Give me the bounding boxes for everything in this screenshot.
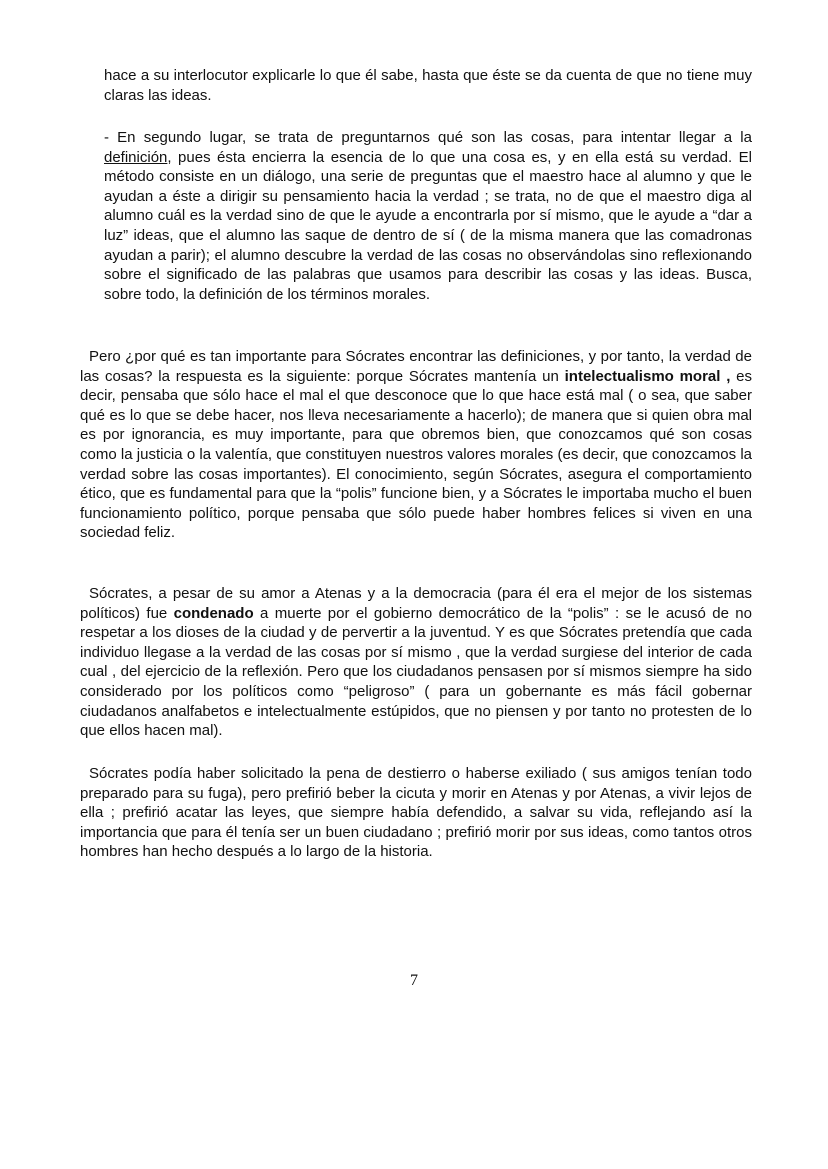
underlined-term-definicion: definición	[104, 148, 168, 166]
paragraph-definicion	[104, 128, 752, 304]
paragraph-text: Sócrates podía haber solicitado la pena de destierro o haberse exiliado ( sus amigos tenían todo preparado para su fuga), pero prefirió beber la cicuta y morir en Atenas y por Atenas, a vivir lejos de ella ; prefirió acatar las leyes, que siempre había defendido, a salvar su vida, reflejando así la importancia que para él tenía ser un buen ciudadano ; prefirió morir por sus ideas, como tantos otros hombres han hecho después a lo largo de la historia.	[80, 765, 752, 861]
paragraph-text-start: Pero ¿por qué es tan importante para Sócrates encontrar las definiciones, y por tanto, la verdad de las cosas? la respuesta es la siguiente: porque Sócrates mantenía un	[80, 348, 752, 385]
paragraph-interlocutor	[104, 66, 752, 105]
paragraph-text: hace a su interlocutor explicarle lo que él sabe, hasta que éste se da cuenta de que no tiene muy claras las ideas.	[104, 67, 752, 104]
paragraph-cicuta	[80, 764, 752, 862]
paragraph-condena	[80, 584, 752, 741]
paragraph-text-start: - En segundo lugar, se trata de preguntarnos qué son las cosas, para intentar llegar a la	[104, 129, 752, 146]
paragraph-intelectualismo	[80, 347, 752, 543]
bold-term-intelectualismo-moral: intelectualismo moral ,	[564, 367, 731, 385]
paragraph-text-start: Sócrates, a pesar de su amor a Atenas y a la democracia (para él era el mejor de los sistemas políticos) fue	[80, 585, 752, 622]
page-number: 7	[410, 972, 418, 989]
bold-term-condenado: condenado	[173, 604, 254, 622]
paragraph-text-end: a muerte por el gobierno democrático de la “polis” : se le acusó de no respetar a los dioses de la ciudad y de pervertir a la juventud. Y es que Sócrates pretendía que cada individuo llegase a la verdad de las cosas por sí mismo , que la verdad surgiese del interior de cada cual , del ejercicio de la reflexión. Pero que los ciudadanos pensasen por sí mismos siempre ha sido considerado por los políticos como “peligroso” ( para un gobernante es más fácil gobernar ciudadanos analfabetos e intelectualmente estúpidos, que no piensen y por tanto no protesten de lo que ellos hacen mal).	[80, 604, 752, 740]
paragraph-text-end: , pues ésta encierra la esencia de lo que una cosa es, y en ella está su verdad. El método consiste en un diálogo, una serie de preguntas que el maestro hace al alumno y que le ayudan a éste a dirigir su pensamiento hacia la verdad ; se trata, no de que el maestro diga al alumno cuál es la verdad sino de que le ayude a encontrarla por sí mismo, que le ayude a “dar a luz” ideas, que el alumno las saque de dentro de sí ( de la misma manera que las comadronas ayudan a parir); el alumno descubre la verdad de las cosas no observándolas sino reflexionando sobre el significado de las palabras que usamos para describir las cosas y las ideas. Busca, sobre todo, la definición de los términos morales.	[104, 148, 752, 303]
paragraph-text-end: es decir, pensaba que sólo hace el mal el que desconoce que lo que hace está mal ( o sea, que saber qué es lo que se debe hacer, nos lleva necesariamente a hacerlo); de manera que si quien obra mal es por ignorancia, es muy importante, para que obremos bien, que conozcamos qué son cosas como la justicia o la valentía, que constituyen nuestros valores morales (es decir, que conozcamos la verdad sobre las cosas importantes). El conocimiento, según Sócrates, asegura el comportamiento ético, que es fundamental para que la “polis” funcione bien, y a Sócrates le importaba mucho el buen funcionamiento político, porque pensaba que sólo puede haber hombres felices si viven en una sociedad feliz.	[80, 367, 753, 542]
